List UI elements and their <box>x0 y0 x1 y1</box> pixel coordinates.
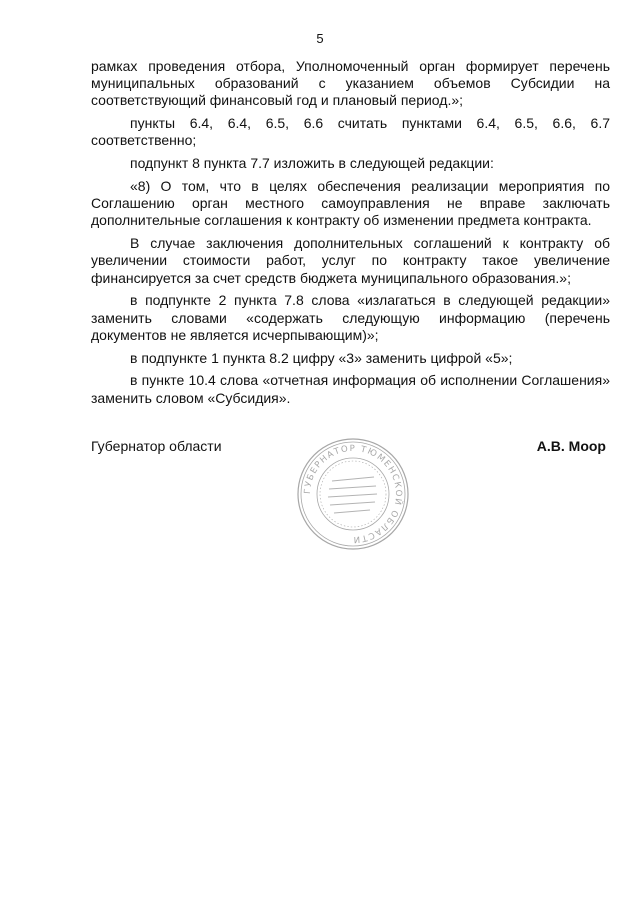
paragraph: пункты 6.4, 6.4, 6.5, 6.6 считать пунктами 6.4, 6.5, 6.6, 6.7 соответственно; <box>91 115 610 149</box>
paragraph: подпункт 8 пункта 7.7 изложить в следующей редакции: <box>130 155 494 172</box>
page-number: 5 <box>316 31 324 46</box>
signatory-title: Губернатор области <box>91 438 222 454</box>
svg-text:ГУБЕРНАТОР ТЮМЕНСКОЙ ОБЛАСТИ: ГУБЕРНАТОР ТЮМЕНСКОЙ ОБЛАСТИ <box>302 443 404 545</box>
document-body <box>91 58 610 412</box>
paragraph: в подпункте 2 пункта 7.8 слова «излагаться в следующей редакции» заменить словами «содержать следующую информацию (перечень документов не является исчерпывающим)»; <box>91 292 610 343</box>
paragraph: рамках проведения отбора, Уполномоченный орган формирует перечень муниципальных образований с указанием объемов Субсидии на соответствующий финансовый год и плановый период.»; <box>91 58 610 109</box>
official-seal <box>296 437 410 551</box>
paragraph: в пункте 10.4 слова «отчетная информация об исполнении Соглашения» заменить словом «Субсидия». <box>91 372 610 406</box>
paragraph: в подпункте 1 пункта 8.2 цифру «3» заменить цифрой «5»; <box>130 349 513 366</box>
paragraph: «8) О том, что в целях обеспечения реализации мероприятия по Соглашению орган местного самоуправления не вправе заключать дополнительные соглашения к контракту об изменении предмета контракта. <box>91 178 610 229</box>
paragraph: В случае заключения дополнительных соглашений к контракту об увеличении стоимости работ, услуг по контракту такое увеличение финансируется за счет средств бюджета муниципального образования.»; <box>91 235 610 286</box>
signatory-name: А.В. Моор <box>536 438 606 454</box>
